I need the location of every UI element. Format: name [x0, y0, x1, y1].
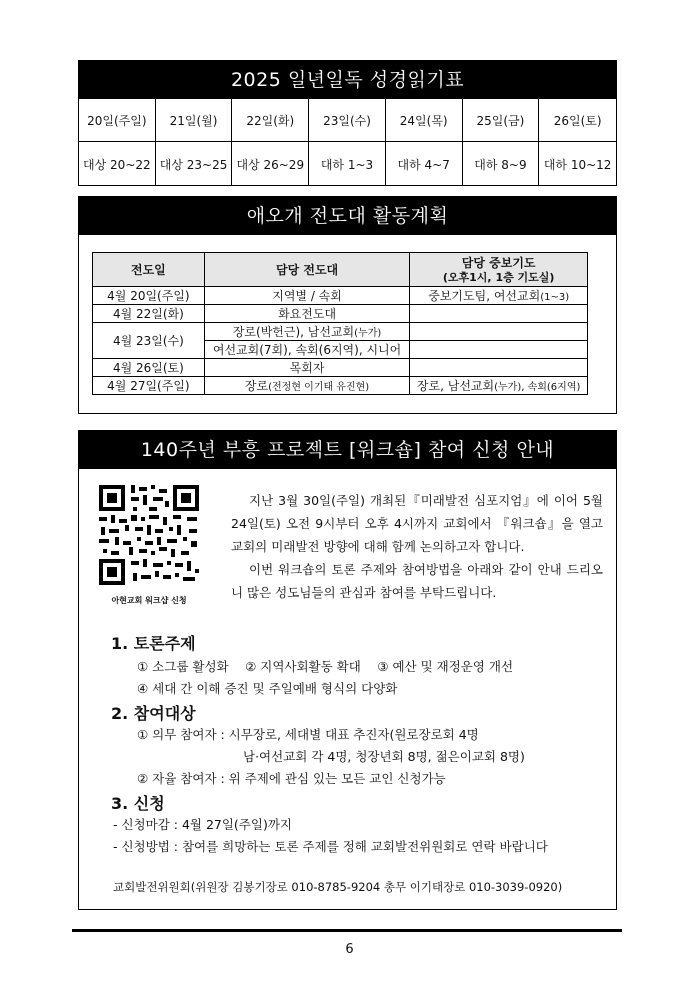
qr-code-icon[interactable] — [97, 483, 201, 587]
reading-cell: 대하 8~9 — [463, 142, 540, 186]
team-cell: 여선교회(7회), 속회(6지역), 시니어 — [204, 341, 410, 359]
participants-heading: 2. 참여대상 — [111, 704, 196, 723]
participants-line: ① 의무 참여자 : 시무장로, 세대별 대표 추진자(원로장로회 4명 — [137, 727, 479, 742]
team-text: 장로(박헌근), 남선교회 — [232, 325, 355, 339]
table-row — [93, 359, 588, 377]
apply-line: - 신청마감 : 4월 27일(주일)까지 — [113, 817, 292, 832]
table-row — [93, 287, 588, 305]
day-cell: 20일(주일) — [79, 99, 156, 141]
prayer-text: 중보기도팀, 여선교회 — [428, 289, 541, 303]
header-prayer-label: 담당 중보기도 — [461, 255, 536, 270]
topics-line: ④ 세대 간 이해 증진 및 주일예배 형식의 다양화 — [137, 681, 398, 696]
apply-heading: 3. 신청 — [111, 794, 165, 813]
prayer-cell — [410, 287, 588, 305]
team-sub: (누가) — [354, 328, 382, 339]
workshop-box — [78, 430, 617, 910]
reading-plan-readings-row — [79, 142, 616, 186]
team-cell: 지역별 / 속회 — [204, 287, 410, 305]
topics-heading: 1. 토론주제 — [111, 634, 196, 653]
day-cell: 23일(수) — [309, 99, 386, 141]
reading-plan-days-row — [79, 99, 616, 142]
topics-line: ① 소그룹 활성화 ② 지역사회활동 확대 ③ 예산 및 재정운영 개선 — [137, 659, 514, 674]
prayer-cell — [410, 341, 588, 359]
intro-paragraph: 이번 워크숍의 토론 주제와 참여방법을 아래와 같이 안내 드리오니 많은 성도님들의 관심과 참여를 부탁드립니다. — [231, 562, 603, 600]
day-cell: 21일(월) — [156, 99, 233, 141]
header-team: 담당 전도대 — [204, 253, 410, 287]
date-cell: 4월 27일(주일) — [93, 377, 205, 395]
reading-cell: 대하 4~7 — [386, 142, 463, 186]
workshop-title: 140주년 부흥 프로젝트 [워크숍] 참여 신청 안내 — [79, 431, 616, 469]
prayer-cell — [410, 359, 588, 377]
reading-plan-box — [78, 60, 617, 186]
participants-line: 남·여선교회 각 4명, 청장년회 8명, 젊은이교회 8명) — [243, 749, 525, 764]
reading-cell: 대상 26~29 — [232, 142, 309, 186]
workshop-intro — [231, 489, 603, 604]
table-row — [93, 305, 588, 323]
team-cell — [204, 377, 410, 395]
team-sub: (전정현 이기태 유진현) — [268, 382, 370, 393]
header-prayer — [410, 253, 588, 287]
prayer-cell — [410, 305, 588, 323]
reading-plan-title: 2025 일년일독 성경읽기표 — [79, 61, 616, 99]
header-date: 전도일 — [93, 253, 205, 287]
day-cell: 22일(화) — [232, 99, 309, 141]
reading-cell: 대하 10~12 — [543, 157, 612, 172]
participants-line: ② 자율 참여자 : 위 주제에 관심 있는 모든 교인 신청가능 — [137, 771, 446, 786]
header-prayer-sub: (오후1시, 1층 기도실) — [442, 270, 555, 284]
date-cell: 4월 26일(토) — [93, 359, 205, 377]
day-cell: 25일(금) — [463, 99, 540, 141]
team-text: 장로 — [244, 379, 269, 393]
intro-paragraph: 지난 3월 30일(주일) 개최된『미래발전 심포지엄』에 이어 5월 24일(토) 오전 9시부터 오후 4시까지 교회에서 『워크숍』을 열고 교회의 미래발전 방향에 대해 함께 논의하고자 합니다. — [231, 493, 603, 554]
prayer-text: 장로, 남선교회 — [416, 379, 495, 393]
page-number: 6 — [345, 942, 354, 957]
reading-cell: 대하 1~3 — [309, 142, 386, 186]
table-row — [93, 323, 588, 341]
prayer-cell — [410, 377, 588, 395]
evangelism-plan-title: 애오개 전도대 활동계획 — [79, 197, 616, 235]
table-row — [93, 377, 588, 395]
team-cell: 화요전도대 — [204, 305, 410, 323]
reading-cell: 대상 20~22 — [79, 142, 156, 186]
team-cell: 목회자 — [204, 359, 410, 377]
evangelism-plan-box — [78, 196, 617, 414]
reading-cell: 대상 23~25 — [156, 142, 233, 186]
prayer-sub: (누가), 속회(6지역) — [494, 382, 581, 393]
qr-caption: 아현교회 워크샵 신청 — [111, 596, 187, 605]
committee-contact: 교회발전위원회(위원장 김봉기장로 010-8785-9204 총무 이기태장로 010-3039-0920) — [113, 880, 563, 894]
prayer-sub: (1~3) — [540, 292, 570, 303]
date-cell: 4월 23일(수) — [93, 323, 205, 359]
evangelism-table — [92, 252, 588, 395]
date-cell: 4월 20일(주일) — [93, 287, 205, 305]
apply-line: - 신청방법 : 참여를 희망하는 토론 주제를 정해 교회발전위원회로 연락 바랍니다 — [113, 839, 548, 854]
prayer-cell — [410, 323, 588, 341]
team-cell — [204, 323, 410, 341]
day-cell: 24일(목) — [386, 99, 463, 141]
date-cell: 4월 22일(화) — [93, 305, 205, 323]
day-cell: 26일(토) — [553, 113, 602, 128]
table-header-row — [93, 253, 588, 287]
footer-rule — [72, 929, 622, 932]
